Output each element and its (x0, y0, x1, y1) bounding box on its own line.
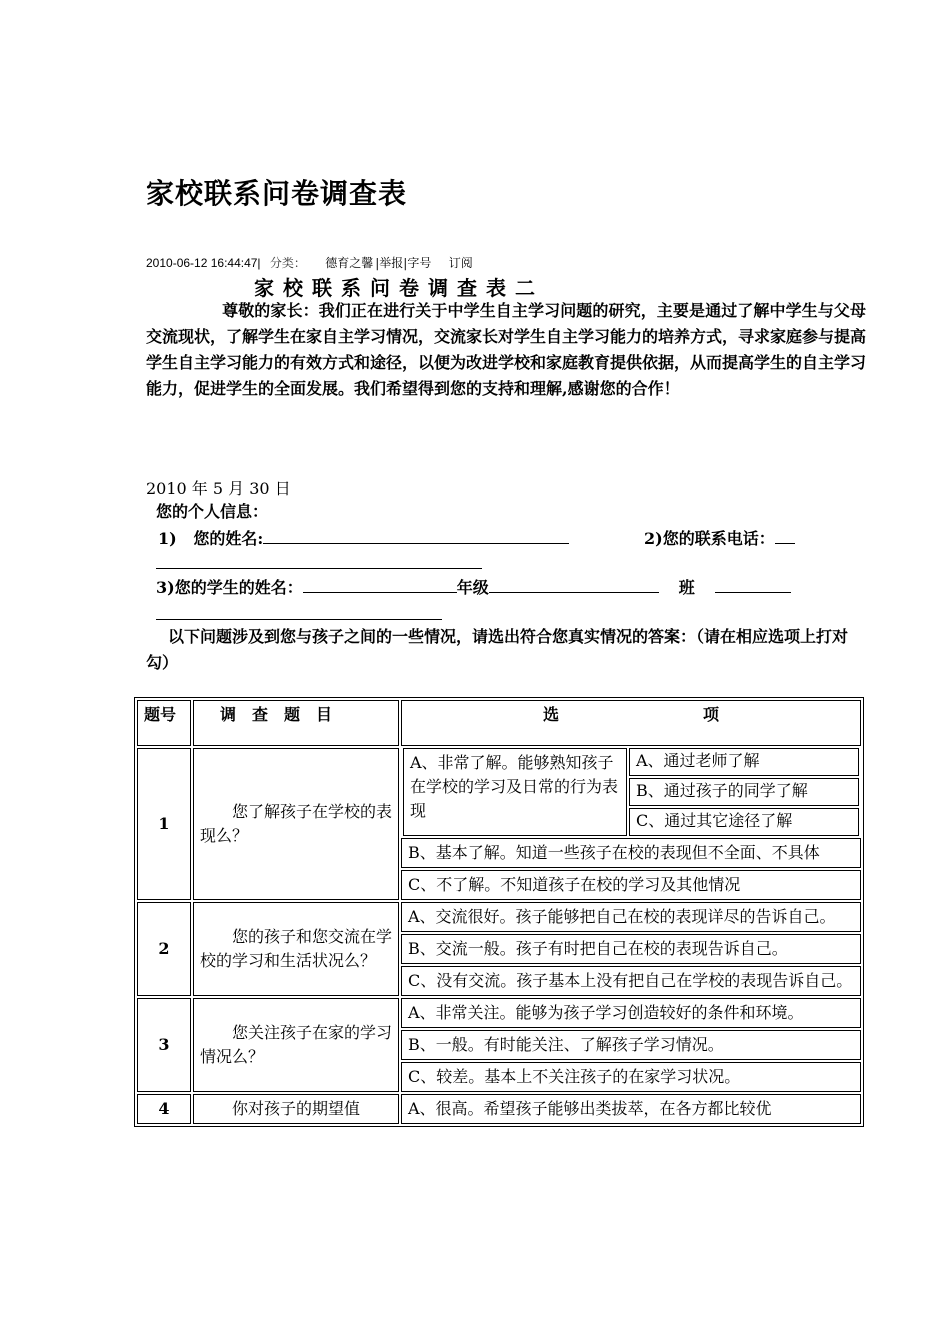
q2-question: 您的孩子和您交流在学校的学习和生活状况么？ (193, 902, 399, 996)
meta-links[interactable]: |举报|字号 (375, 256, 432, 270)
category-link[interactable]: 德育之馨 (325, 256, 374, 270)
survey-date: 2010 年 5 月 30 日 (146, 479, 291, 498)
phone-row (644, 526, 795, 549)
class-label: 班 (678, 578, 695, 597)
name-label: 1) 您的姓名: (158, 529, 264, 548)
q3-num: 3 (137, 998, 191, 1092)
name-row (158, 526, 569, 549)
personal-info-heading: 您的个人信息： (156, 502, 269, 521)
q2-option-a[interactable]: A、交流很好。孩子能够把自己在校的表现详尽的告诉自己。 (401, 902, 861, 932)
class-field[interactable] (715, 578, 791, 593)
intro-paragraph (146, 298, 866, 402)
subtitle: 家校联系问卷调查表二 (254, 276, 544, 300)
q1-option-b[interactable]: B、基本了解。知道一些孩子在校的表现但不全面、不具体 (401, 838, 861, 868)
class-field-continued[interactable] (156, 619, 442, 620)
phone-field[interactable] (775, 529, 795, 544)
grade-label: 年级 (456, 578, 489, 597)
header-num: 题号 (137, 700, 191, 746)
phone-field-continued[interactable] (156, 568, 482, 569)
student-row (156, 575, 791, 598)
q1-option-a-sub-2[interactable]: B、通过孩子的同学了解 (629, 778, 859, 806)
phone-label: 2)您的联系电话： (644, 529, 775, 548)
q1-option-c[interactable]: C、不了解。不知道孩子在校的学习及其他情况 (401, 870, 861, 900)
post-datetime: 2010-06-12 16:44:47| (146, 256, 261, 270)
post-meta (146, 254, 475, 271)
grade-field[interactable] (489, 578, 659, 593)
student-label: 3)您的学生的姓名： (156, 578, 303, 597)
q1-option-a-cell (401, 748, 861, 836)
q3-question: 您关注孩子在家的学习情况么？ (193, 998, 399, 1092)
q4-num: 4 (137, 1094, 191, 1124)
q3-option-c[interactable]: C、较差。基本上不关注孩子的在家学习状况。 (401, 1062, 861, 1092)
page-title: 家校联系问卷调查表 (146, 177, 408, 210)
q3-option-b[interactable]: B、一般。有时能关注、了解孩子学习情况。 (401, 1030, 861, 1060)
survey-table (134, 697, 864, 1127)
q1-option-a-sub-3[interactable]: C、通过其它途径了解 (629, 808, 859, 836)
instruction-note: 以下问题涉及到您与孩子之间的一些情况，请选出符合您真实情况的答案：（请在相应选项上打对勾） (146, 627, 849, 672)
header-options: 选 项 (401, 700, 861, 746)
subscribe-link[interactable]: 订阅 (448, 256, 473, 270)
q2-option-b[interactable]: B、交流一般。孩子有时把自己在校的表现告诉自己。 (401, 934, 861, 964)
q4-question: 你对孩子的期望值 (193, 1094, 399, 1124)
header-question: 调 查 题 目 (193, 700, 399, 746)
intro-text: 尊敬的家长：我们正在进行关于中学生自主学习问题的研究，主要是通过了解中学生与父母交流现状，了解学生在家自主学习情况，交流家长对学生自主学习能力的培养方式，寻求家庭参与提高学生自主学习能力的有效方式和途径，以便为改进学校和家庭教育提供依据，从而提高学生的自主学习能力，促进学生的全面发展。我们希望得到您的支持和理解,感谢您的合作！ (146, 301, 867, 398)
student-name-field[interactable] (303, 578, 457, 593)
q1-num: 1 (137, 748, 191, 900)
category-label: 分类： (269, 256, 306, 270)
q2-num: 2 (137, 902, 191, 996)
q3-option-a[interactable]: A、非常关注。能够为孩子学习创造较好的条件和环境。 (401, 998, 861, 1028)
q2-option-c[interactable]: C、没有交流。孩子基本上没有把自己在学校的表现告诉自己。 (401, 966, 861, 996)
q1-question: 您了解孩子在学校的表现么？ (193, 748, 399, 900)
q4-option-a[interactable]: A、很高。希望孩子能够出类拔萃，在各方都比较优 (401, 1094, 861, 1124)
name-field[interactable] (263, 529, 569, 544)
q1-option-a[interactable]: A、非常了解。能够熟知孩子在学校的学习及日常的行为表现 (403, 748, 627, 836)
q1-option-a-sub-1[interactable]: A、通过老师了解 (629, 748, 859, 776)
